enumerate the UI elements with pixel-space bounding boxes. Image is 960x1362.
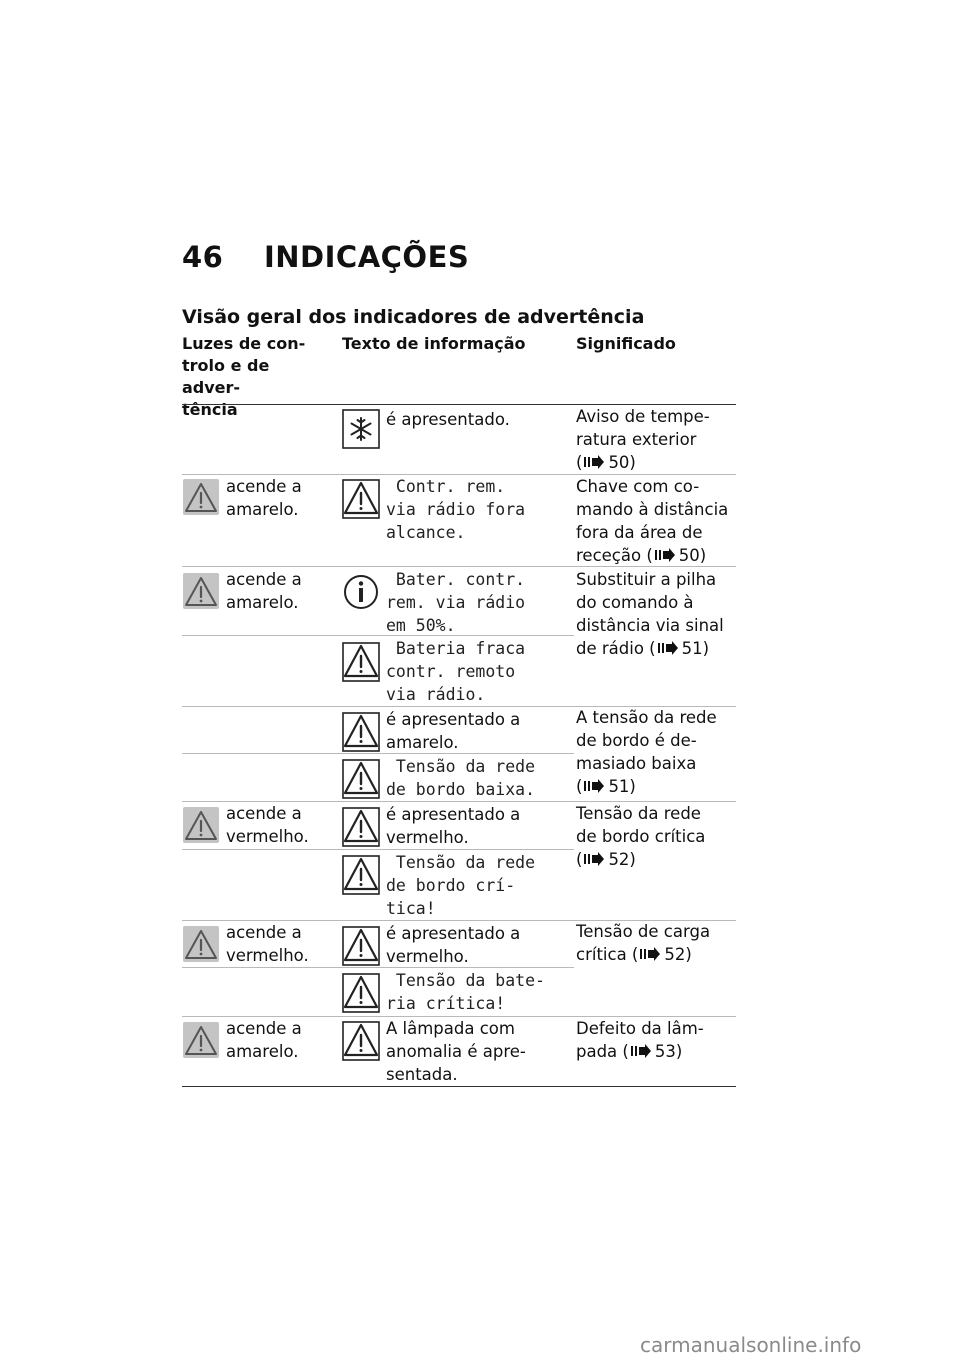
- warning-lamp-icon: [183, 807, 219, 843]
- warning-triangle-icon: [342, 973, 380, 1013]
- column-header-meaning: Significado: [576, 334, 676, 353]
- meaning-text: Chave com co- mando à distância fora da área de receção ( 50): [576, 477, 729, 565]
- info-text: Bateria fraca contr. remoto via rádio.: [386, 639, 526, 704]
- watermark: carmanualsonline.info: [640, 1333, 862, 1357]
- page-reference-arrow-icon: [584, 852, 604, 866]
- info-text: Bater. contr. rem. via rádio em 50%.: [386, 570, 526, 635]
- page-reference-arrow-icon: [640, 947, 660, 961]
- warning-triangle-icon: [342, 1021, 380, 1061]
- meaning-text: A tensão da rede de bordo é de- masiado baixa ( 51): [576, 708, 717, 796]
- page-number: 46: [182, 240, 224, 274]
- lamp-text: acende a amarelo.: [226, 570, 302, 612]
- info-text: é apresentado.: [386, 410, 510, 429]
- row-rule: [182, 849, 574, 850]
- warning-triangle-icon: [342, 759, 380, 799]
- meaning-text: Tensão de carga crítica ( 52): [576, 922, 711, 964]
- page-reference-arrow-icon: [631, 1044, 651, 1058]
- warning-triangle-icon: [342, 642, 380, 682]
- warning-lamp-icon: [183, 1022, 219, 1058]
- page-reference-arrow-icon: [584, 779, 604, 793]
- info-text: é apresentado a amarelo.: [386, 710, 521, 752]
- warning-lamp-icon: [183, 479, 219, 515]
- info-text: Tensão da rede de bordo baixa.: [386, 757, 536, 799]
- chapter-title: INDICAÇÕES: [264, 240, 470, 274]
- warning-triangle-icon: [342, 479, 380, 519]
- info-text: A lâmpada com anomalia é apre- sentada.: [386, 1019, 526, 1084]
- meaning-text: Aviso de tempe- ratura exterior ( 50): [576, 407, 710, 472]
- page-reference-arrow-icon: [658, 641, 678, 655]
- meaning-text: Substituir a pilha do comando à distância via sinal de rádio ( 51): [576, 570, 724, 658]
- info-text: Tensão da bate- ria crítica!: [386, 971, 545, 1013]
- column-header-lamps: Luzes de con- trolo e de adver- tência: [182, 334, 306, 419]
- section-title: Visão geral dos indicadores de advertência: [182, 306, 645, 328]
- info-text: é apresentado a vermelho.: [386, 924, 521, 966]
- snowflake-icon: [342, 409, 380, 449]
- warning-lamp-icon: [183, 926, 219, 962]
- lamp-text: acende a vermelho.: [226, 804, 309, 846]
- info-text: Tensão da rede de bordo crí- tica!: [386, 853, 536, 918]
- warning-triangle-icon: [342, 926, 380, 966]
- info-text: Contr. rem. via rádio fora alcance.: [386, 477, 526, 542]
- warning-triangle-icon: [342, 807, 380, 847]
- warning-triangle-icon: [342, 855, 380, 895]
- lamp-text: acende a amarelo.: [226, 1019, 302, 1061]
- warning-triangle-icon: [342, 712, 380, 752]
- column-header-info: Texto de informação: [342, 334, 526, 353]
- table-bottom-rule: [182, 1086, 736, 1087]
- page-reference-arrow-icon: [584, 455, 604, 469]
- meaning-text: Defeito da lâm- pada ( 53): [576, 1019, 704, 1061]
- page-header: [182, 240, 469, 274]
- meaning-text: Tensão da rede de bordo crítica ( 52): [576, 804, 706, 869]
- info-text: é apresentado a vermelho.: [386, 805, 521, 847]
- page-reference-arrow-icon: [655, 548, 675, 562]
- info-icon: [342, 572, 380, 612]
- lamp-text: acende a amarelo.: [226, 477, 302, 519]
- warning-lamp-icon: [183, 573, 219, 609]
- lamp-text: acende a vermelho.: [226, 923, 309, 965]
